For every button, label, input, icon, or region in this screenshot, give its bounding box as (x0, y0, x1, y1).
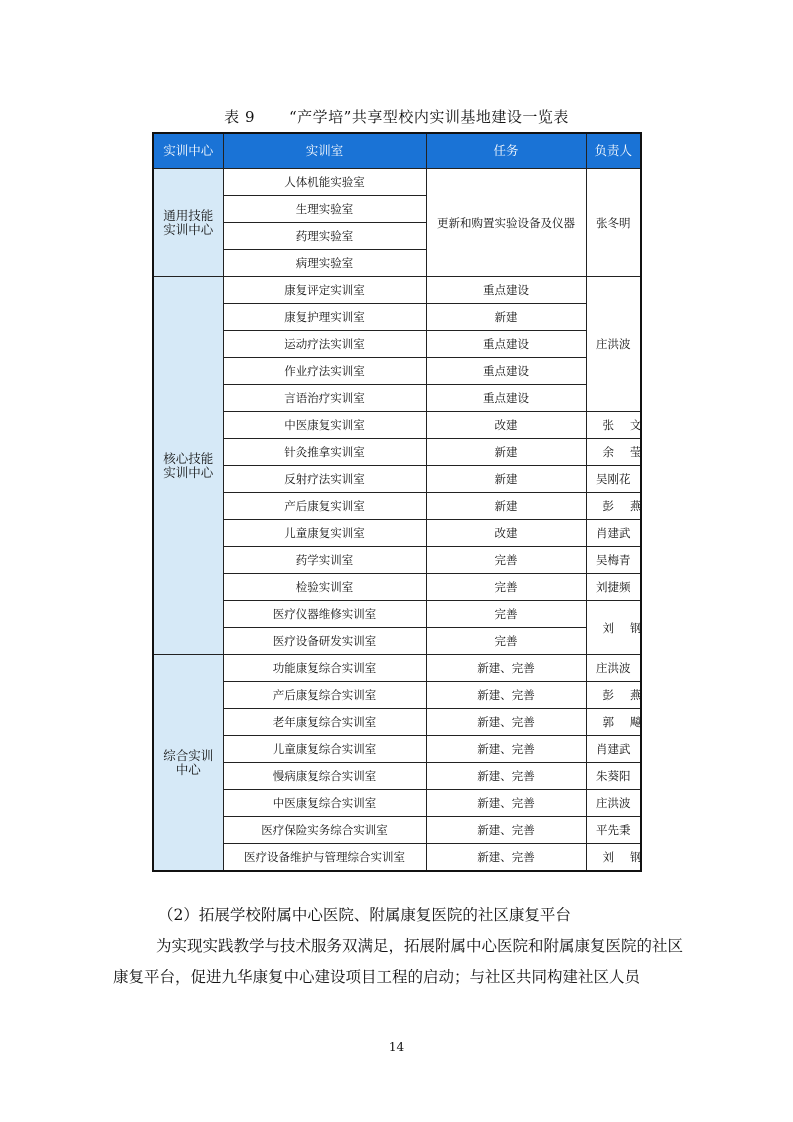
table-row (153, 493, 641, 520)
person-cell: 肖建武 (586, 736, 641, 763)
task-cell: 新建 (426, 439, 586, 466)
person-cell: 张冬明 (586, 169, 641, 277)
task-cell: 新建、完善 (426, 655, 586, 682)
person-cell: 郭飚 (586, 709, 641, 736)
training-base-table (152, 132, 658, 872)
person-cell: 庄洪波 (586, 790, 641, 817)
table-caption (0, 106, 793, 127)
task-cell: 完善 (426, 547, 586, 574)
person-cell: 庄洪波 (586, 655, 641, 682)
task-cell: 新建、完善 (426, 736, 586, 763)
person-cell: 吴刚花 (586, 466, 641, 493)
table-row (153, 574, 641, 601)
table-row (153, 628, 641, 655)
task-cell: 重点建设 (426, 358, 586, 385)
center-cell: 核心技能 实训中心 (153, 277, 223, 655)
task-cell: 更新和购置实验设备及仪器 (426, 169, 586, 277)
center-cell: 通用技能 实训中心 (153, 169, 223, 277)
table-row (153, 304, 641, 331)
task-cell: 重点建设 (426, 385, 586, 412)
table-row (153, 358, 641, 385)
person-cell: 吴梅青 (586, 547, 641, 574)
header-person: 负责人 (586, 133, 641, 169)
table-row (153, 790, 641, 817)
room-cell: 老年康复综合实训室 (223, 709, 426, 736)
room-cell: 康复护理实训室 (223, 304, 426, 331)
room-cell: 儿童康复综合实训室 (223, 736, 426, 763)
page-number: 14 (388, 1040, 405, 1054)
task-cell: 改建 (426, 520, 586, 547)
table-row (153, 817, 641, 844)
task-cell: 新建、完善 (426, 790, 586, 817)
room-cell: 产后康复综合实训室 (223, 682, 426, 709)
person-cell: 余莹 (586, 439, 641, 466)
room-cell: 生理实验室 (223, 196, 426, 223)
section-heading: （2）拓展学校附属中心医院、附属康复医院的社区康复平台 (158, 906, 571, 924)
task-cell: 新建 (426, 493, 586, 520)
room-cell: 运动疗法实训室 (223, 331, 426, 358)
table-row (153, 763, 641, 790)
task-cell: 新建、完善 (426, 763, 586, 790)
task-cell: 重点建设 (426, 331, 586, 358)
room-cell: 反射疗法实训室 (223, 466, 426, 493)
body-paragraph: 为实现实践教学与技术服务双满足，拓展附属中心医院和附属康复医院的社区康复平台，促进九华康复中心建设项目工程的启动；与社区共同构建社区人员 (113, 937, 684, 986)
room-cell: 功能康复综合实训室 (223, 655, 426, 682)
table-title: “产学培”共享型校内实训基地建设一览表 (288, 108, 569, 126)
task-cell: 完善 (426, 601, 586, 628)
room-cell: 药学实训室 (223, 547, 426, 574)
task-cell: 改建 (426, 412, 586, 439)
room-cell: 康复评定实训室 (223, 277, 426, 304)
room-cell: 医疗仪器维修实训室 (223, 601, 426, 628)
room-cell: 作业疗法实训室 (223, 358, 426, 385)
table-row (153, 601, 641, 628)
table-header-row (153, 133, 641, 169)
room-cell: 检验实训室 (223, 574, 426, 601)
table-row (153, 466, 641, 493)
table-row (153, 277, 641, 304)
room-cell: 医疗保险实务综合实训室 (223, 817, 426, 844)
task-cell: 重点建设 (426, 277, 586, 304)
person-cell: 朱葵阳 (586, 763, 641, 790)
table-row (153, 385, 641, 412)
table-row (153, 682, 641, 709)
person-cell: 刘捷频 (586, 574, 641, 601)
task-cell: 新建、完善 (426, 709, 586, 736)
header-center: 实训中心 (153, 133, 223, 169)
task-cell: 完善 (426, 574, 586, 601)
table-row (153, 520, 641, 547)
table-row (153, 844, 641, 872)
table-row (153, 709, 641, 736)
person-cell: 张文 (586, 412, 641, 439)
task-cell: 新建 (426, 304, 586, 331)
task-cell: 新建、完善 (426, 844, 586, 872)
room-cell: 中医康复实训室 (223, 412, 426, 439)
room-cell: 言语治疗实训室 (223, 385, 426, 412)
table-row (153, 439, 641, 466)
table-row (153, 169, 641, 196)
person-cell: 肖建武 (586, 520, 641, 547)
person-cell: 刘钢 (586, 601, 641, 655)
person-cell: 彭燕 (586, 493, 641, 520)
header-room: 实训室 (223, 133, 426, 169)
person-cell: 平先秉 (586, 817, 641, 844)
header-task: 任务 (426, 133, 586, 169)
table-row (153, 655, 641, 682)
person-cell: 刘钢 (586, 844, 641, 872)
room-cell: 慢病康复综合实训室 (223, 763, 426, 790)
table-number: 表 9 (224, 108, 255, 126)
room-cell: 病理实验室 (223, 250, 426, 277)
room-cell: 儿童康复实训室 (223, 520, 426, 547)
person-cell: 庄洪波 (586, 277, 641, 412)
table-row (153, 412, 641, 439)
table-row (153, 547, 641, 574)
center-cell: 综合实训 中心 (153, 655, 223, 872)
room-cell: 产后康复实训室 (223, 493, 426, 520)
room-cell: 医疗设备研发实训室 (223, 628, 426, 655)
task-cell: 新建 (426, 466, 586, 493)
task-cell: 完善 (426, 628, 586, 655)
room-cell: 医疗设备维护与管理综合实训室 (223, 844, 426, 872)
room-cell: 中医康复综合实训室 (223, 790, 426, 817)
table-row (153, 331, 641, 358)
task-cell: 新建、完善 (426, 817, 586, 844)
person-cell: 彭燕 (586, 682, 641, 709)
room-cell: 药理实验室 (223, 223, 426, 250)
room-cell: 人体机能实验室 (223, 169, 426, 196)
task-cell: 新建、完善 (426, 682, 586, 709)
table-row (153, 736, 641, 763)
room-cell: 针灸推拿实训室 (223, 439, 426, 466)
